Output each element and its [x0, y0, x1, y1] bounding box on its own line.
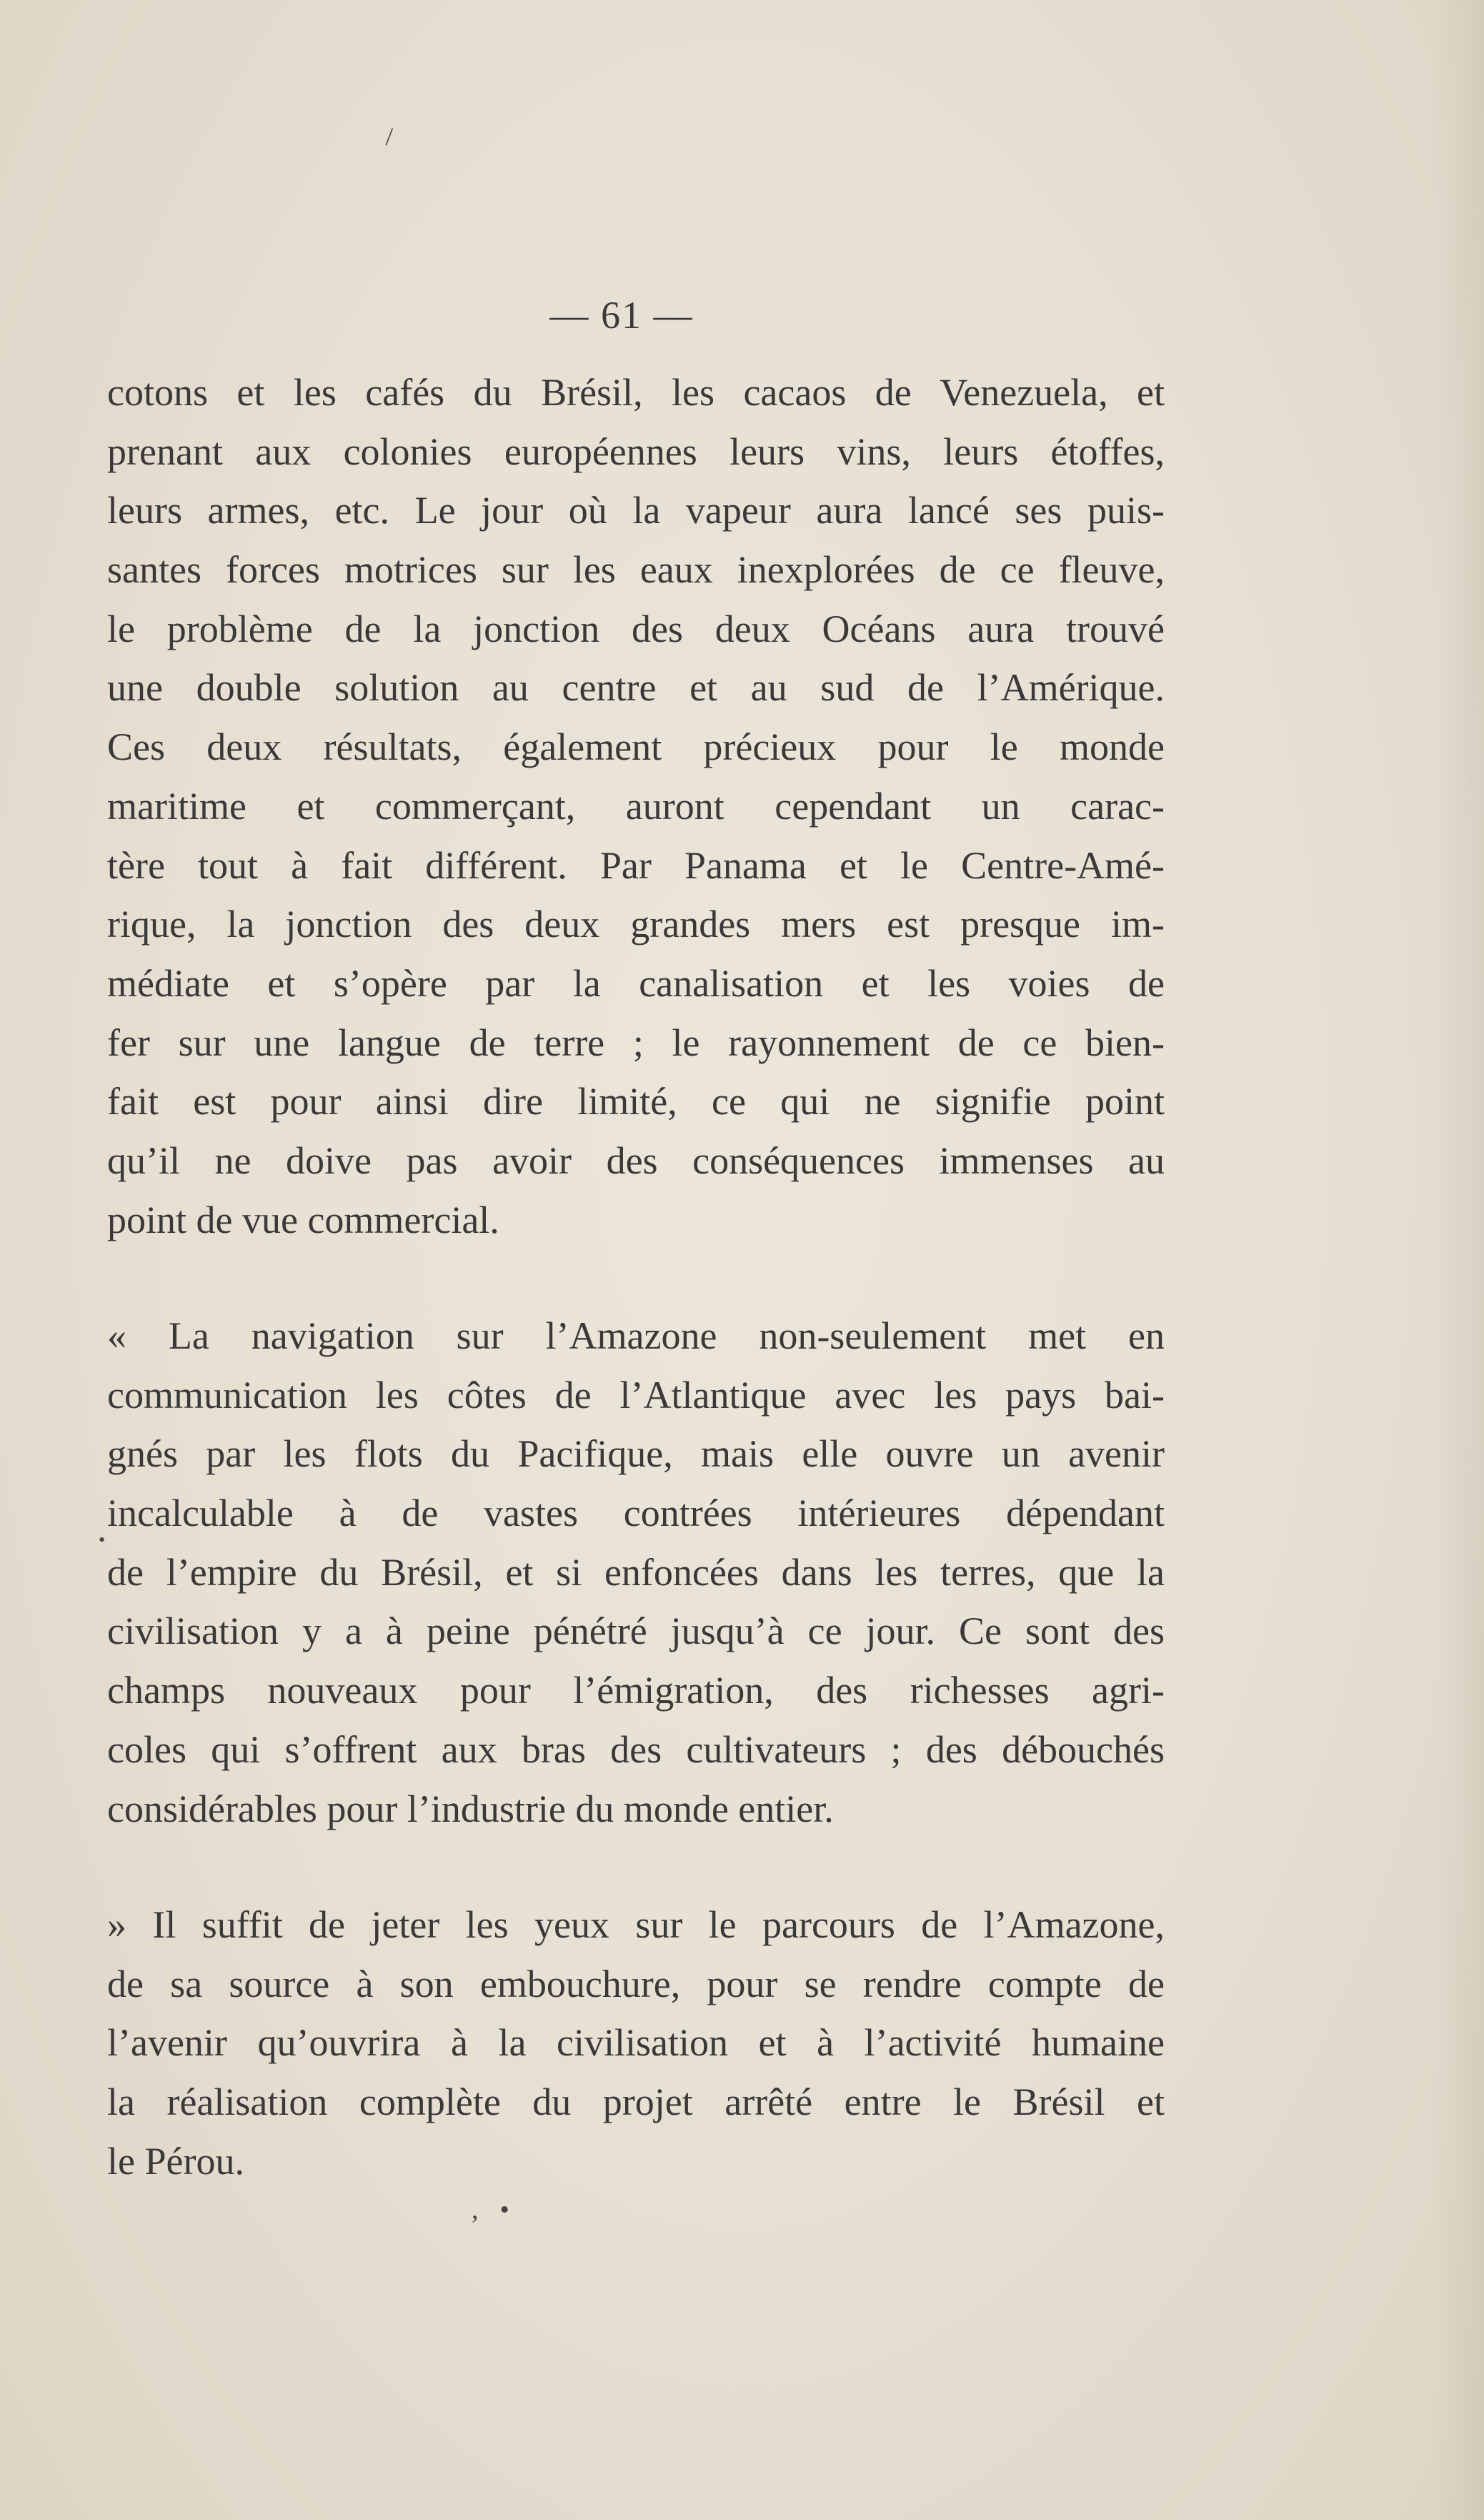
ink-speck: • — [99, 1529, 106, 1550]
paragraph-1 — [107, 363, 1165, 1249]
text-line: tère tout à fait différent. Par Panama et le Centre-Amé- — [107, 843, 1165, 887]
text-line: coles qui s’offrent aux bras des cultivateurs ; des débouchés — [107, 1727, 1165, 1771]
text-line: fer sur une langue de terre ; le rayonnement de ce bien- — [107, 1021, 1165, 1064]
text-line: » Il suffit de jeter les yeux sur le parcours de l’Amazone, — [107, 1903, 1165, 1946]
text-line: champs nouveaux pour l’émigration, des richesses agri- — [107, 1669, 1165, 1712]
text-line: gnés par les flots du Pacifique, mais elle ouvre un avenir — [107, 1432, 1165, 1476]
paragraph-3 — [107, 1895, 1165, 2191]
page-edge-shadow — [1434, 0, 1484, 2520]
ink-speck: ,• — [472, 2195, 531, 2225]
page-number: — 61 — — [549, 294, 694, 337]
paragraph-2 — [107, 1306, 1165, 1838]
text-line: la réalisation complète du projet arrêté entre le Brésil et — [107, 2080, 1165, 2124]
text-line: santes forces motrices sur les eaux inexplorées de ce fleuve, — [107, 548, 1165, 592]
text-line: l’avenir qu’ouvrira à la civilisation et à l’activité humaine — [107, 2021, 1165, 2065]
text-line: le problème de la jonction des deux Océans aura trouvé — [107, 607, 1165, 650]
text-line: incalculable à de vastes contrées intérieures dépendant — [107, 1492, 1165, 1535]
text-line: fait est pour ainsi dire limité, ce qui ne signifie point — [107, 1080, 1165, 1123]
text-line: prenant aux colonies européennes leurs vins, leurs étoffes, — [107, 430, 1165, 473]
text-line: point de vue commercial. — [107, 1198, 499, 1241]
text-line: de l’empire du Brésil, et si enfoncées dans les terres, que la — [107, 1550, 1165, 1594]
text-line: civilisation y a à peine pénétré jusqu’à ce jour. Ce sont des — [107, 1609, 1165, 1653]
text-line: considérables pour l’industrie du monde entier. — [107, 1787, 834, 1830]
text-line: Ces deux résultats, également précieux pour le monde — [107, 725, 1165, 769]
text-line: maritime et commerçant, auront cependant un carac- — [107, 784, 1165, 828]
text-line: une double solution au centre et au sud de l’Amérique. — [107, 666, 1165, 710]
text-line: de sa source à son embouchure, pour se rendre compte de — [107, 1962, 1165, 2005]
text-line: le Pérou. — [107, 2139, 244, 2183]
text-line: « La navigation sur l’Amazone non-seulement met en — [107, 1314, 1165, 1357]
ink-speck: \ — [377, 123, 402, 150]
text-line: qu’il ne doive pas avoir des conséquences immenses au — [107, 1139, 1165, 1182]
text-line: cotons et les cafés du Brésil, les cacaos de Venezuela, et — [107, 371, 1165, 414]
text-line: médiate et s’opère par la canalisation et les voies de — [107, 961, 1165, 1005]
text-line: rique, la jonction des deux grandes mers est presque im- — [107, 903, 1165, 946]
text-line: leurs armes, etc. Le jour où la vapeur aura lancé ses puis- — [107, 489, 1165, 532]
text-line: communication les côtes de l’Atlantique avec les pays bai- — [107, 1373, 1165, 1417]
